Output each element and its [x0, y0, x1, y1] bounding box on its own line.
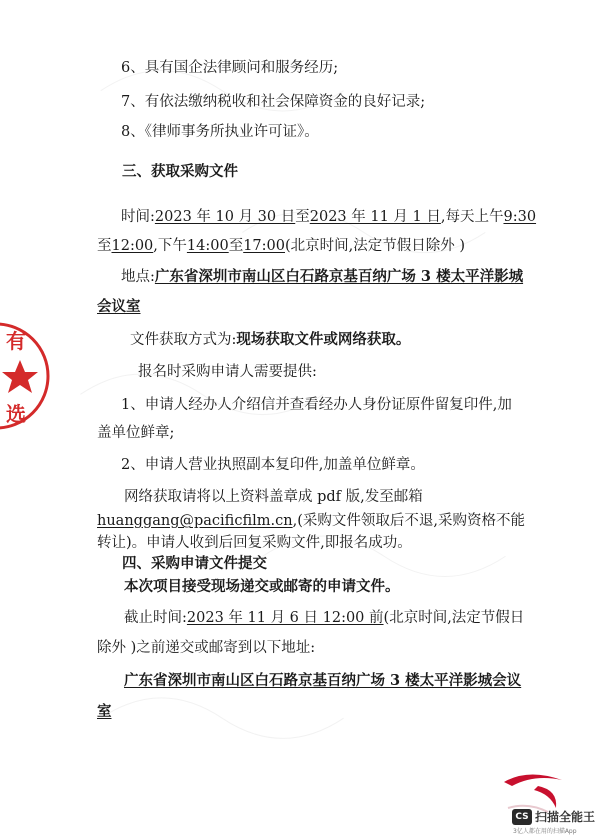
submit-address-line-2: 室: [97, 703, 112, 720]
online-line-2: [97, 511, 525, 531]
red-seal-stamp: [0, 318, 46, 433]
requirement-2: 2、申请人营业执照副本复印件,加盖单位鲜章。: [121, 457, 425, 473]
accept-submission: 本次项目接受现场递交或邮寄的申请文件。: [124, 578, 400, 595]
time-to: 至: [295, 209, 310, 225]
acquire-method: [130, 330, 410, 350]
section-4-heading: 四、采购申请文件提交: [122, 555, 267, 572]
deadline-note: (北京时间,法定节假日: [383, 610, 525, 626]
acquire-method-prefix: 文件获取方式为:: [130, 332, 237, 348]
place-line-1: [121, 267, 523, 287]
requirement-1-line-2: 盖单位鲜章;: [97, 425, 175, 441]
time-daily: ,每天上午: [440, 209, 504, 225]
time-to-2: 至: [97, 238, 112, 254]
list-item-6: 6、具有国企法律顾问和服务经历;: [121, 60, 339, 76]
time-pm-end: 17:00: [243, 238, 285, 254]
time-am-start: 9:30: [503, 209, 537, 225]
time-note: (北京时间,法定节假日除外 ): [285, 238, 466, 254]
deadline-line-1: [124, 608, 524, 628]
svg-text:有: 有: [6, 329, 26, 353]
deadline-value: 2023 年 11 月 6 日 12:00 前: [186, 610, 384, 626]
list-item-8: 8、《律师事务所执业许可证》。: [121, 124, 319, 140]
time-line-2: [97, 236, 465, 256]
online-line-1: 网络获取请将以上资料盖章成 pdf 版,发至邮箱: [124, 489, 423, 505]
time-line-1: [121, 207, 536, 227]
svg-text:选: 选: [6, 402, 26, 426]
place-address: 广东省深圳市南山区白石路京基百纳广场 3 楼太平洋影城: [154, 268, 524, 285]
online-line-2-rest: ,(采购文件领取后不退,采购资格不能: [292, 513, 525, 529]
time-end-date: 2023 年 11 月 1 日: [309, 209, 441, 225]
online-line-3: 转让)。申请人收到后回复采购文件,即报名成功。: [97, 535, 412, 551]
time-pm: ,下午: [153, 238, 187, 254]
email-link[interactable]: huanggang@pacificfilm.cn: [97, 513, 293, 529]
time-to-3: 至: [228, 238, 244, 254]
provide-intro: 报名时采购申请人需要提供:: [138, 364, 317, 380]
time-pm-start: 14:00: [186, 238, 229, 254]
list-item-7: 7、有依法缴纳税收和社会保障资金的良好记录;: [121, 94, 426, 110]
deadline-prefix: 截止时间:: [124, 610, 187, 626]
time-start-date: 2023 年 10 月 30 日: [154, 209, 296, 225]
scanner-app-icon: CS: [512, 809, 532, 825]
submit-address-line-1: 广东省深圳市南山区白石路京基百纳广场 3 楼太平洋影城会议: [124, 672, 522, 689]
place-line-2: 会议室: [97, 298, 141, 315]
time-prefix: 时间:: [121, 209, 155, 225]
requirement-1-line-1: 1、申请人经办人介绍信并查看经办人身份证原件留复印件,加: [121, 397, 512, 413]
scanner-app-name: 扫描全能王: [535, 810, 595, 824]
deadline-line-2: 除外 )之前递交或邮寄到以下地址:: [97, 640, 316, 656]
section-3-heading: 三、获取采购文件: [122, 163, 238, 180]
acquire-method-value: 现场获取文件或网络获取。: [236, 331, 411, 348]
scanner-app-tagline: 3亿人都在用的扫描App: [513, 828, 577, 835]
time-am-end: 12:00: [111, 238, 154, 254]
place-prefix: 地点:: [121, 269, 155, 285]
